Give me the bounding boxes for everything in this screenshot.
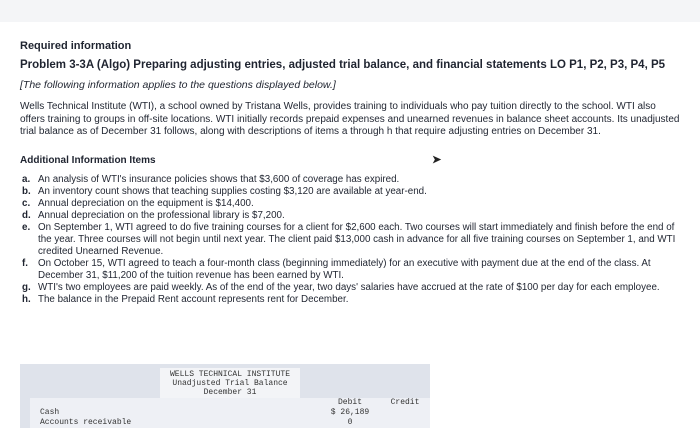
trial-balance-body [30,398,430,428]
item-text: Annual depreciation on the equipment is $14,400. [38,197,254,209]
list-item [22,198,680,210]
item-label: h. [22,293,31,305]
additional-info-heading [20,155,680,166]
list-item [22,294,680,306]
item-text: The balance in the Prepaid Rent account represents rent for December. [38,293,349,305]
list-item [22,186,680,198]
list-item [22,210,680,222]
account-name: Accounts receivable [40,418,132,427]
item-text: An inventory count shows that teaching supplies costing $3,120 are available at year-end. [38,185,427,197]
item-label: e. [22,221,31,233]
item-text: On September 1, WTI agreed to do five training courses for a client for $2,600 each. Two courses will start immediately and finish before the end of the year. Three courses will not begin until next year. The client paid $13,000 cash in advance for all five training courses on September 1, and WTI credited Unearned Revenue. [38,221,676,257]
context-note: [The following information applies to the questions displayed below.] [20,79,336,91]
item-label: a. [22,173,31,185]
additional-info-heading-text: Additional Information Items [20,154,156,166]
debit-column-header: Debit [337,398,362,407]
mouse-cursor-icon: ➤ [432,153,442,166]
table-row [30,408,430,418]
table-row [30,418,430,428]
item-label: g. [22,281,31,293]
trial-balance-date: December 31 [203,388,257,397]
credit-column-header: Credit [390,398,420,407]
list-item [22,174,680,186]
trial-balance-company: WELLS TECHNICAL INSTITUTE [169,370,291,379]
additional-info-list [20,174,680,306]
trial-balance-title: Unadjusted Trial Balance [172,379,288,388]
trial-balance-heading [160,368,300,398]
list-item [22,222,680,258]
item-text: Annual depreciation on the professional library is $7,200. [38,209,285,221]
item-label: f. [22,257,28,269]
top-strip [0,0,700,22]
problem-title: Problem 3-3A (Algo) Preparing adjusting entries, adjusted trial balance, and financial statements LO P1, P2, P3, P4, P5 [20,59,666,71]
item-text: On October 15, WTI agreed to teach a four-month class (beginning immediately) for an executive with payment due at the end of the class. At December 31, $11,200 of the tuition revenue has been earned by WTI. [38,257,651,281]
trial-balance-table [20,364,430,428]
account-name: Cash [40,408,60,417]
required-information-label: Required information [20,40,132,52]
column-header-row [30,398,430,408]
intro-paragraph: Wells Technical Institute (WTI), a school owned by Tristana Wells, provides training to individuals who pay tuition directly to the school. WTI also offers training to groups in off-site locations. WTI initially records prepaid expenses and unearned revenues in balance sheet accounts. Its unadjusted trial balance as of December 31 follows, along with descriptions of items a through h that require adjusting entries on December 31. [20,101,680,137]
item-text: An analysis of WTI's insurance policies shows that $3,600 of coverage has expired. [38,173,400,185]
list-item [22,282,680,294]
debit-value: 0 [347,418,353,427]
item-label: c. [22,197,31,209]
item-label: b. [22,185,31,197]
item-text: WTI's two employees are paid weekly. As of the end of the year, two days' salaries have accrued at the rate of $100 per day for each employee. [38,281,660,293]
list-item [22,258,680,282]
item-label: d. [22,209,31,221]
problem-content [20,40,680,306]
debit-value: $ 26,189 [330,408,370,417]
